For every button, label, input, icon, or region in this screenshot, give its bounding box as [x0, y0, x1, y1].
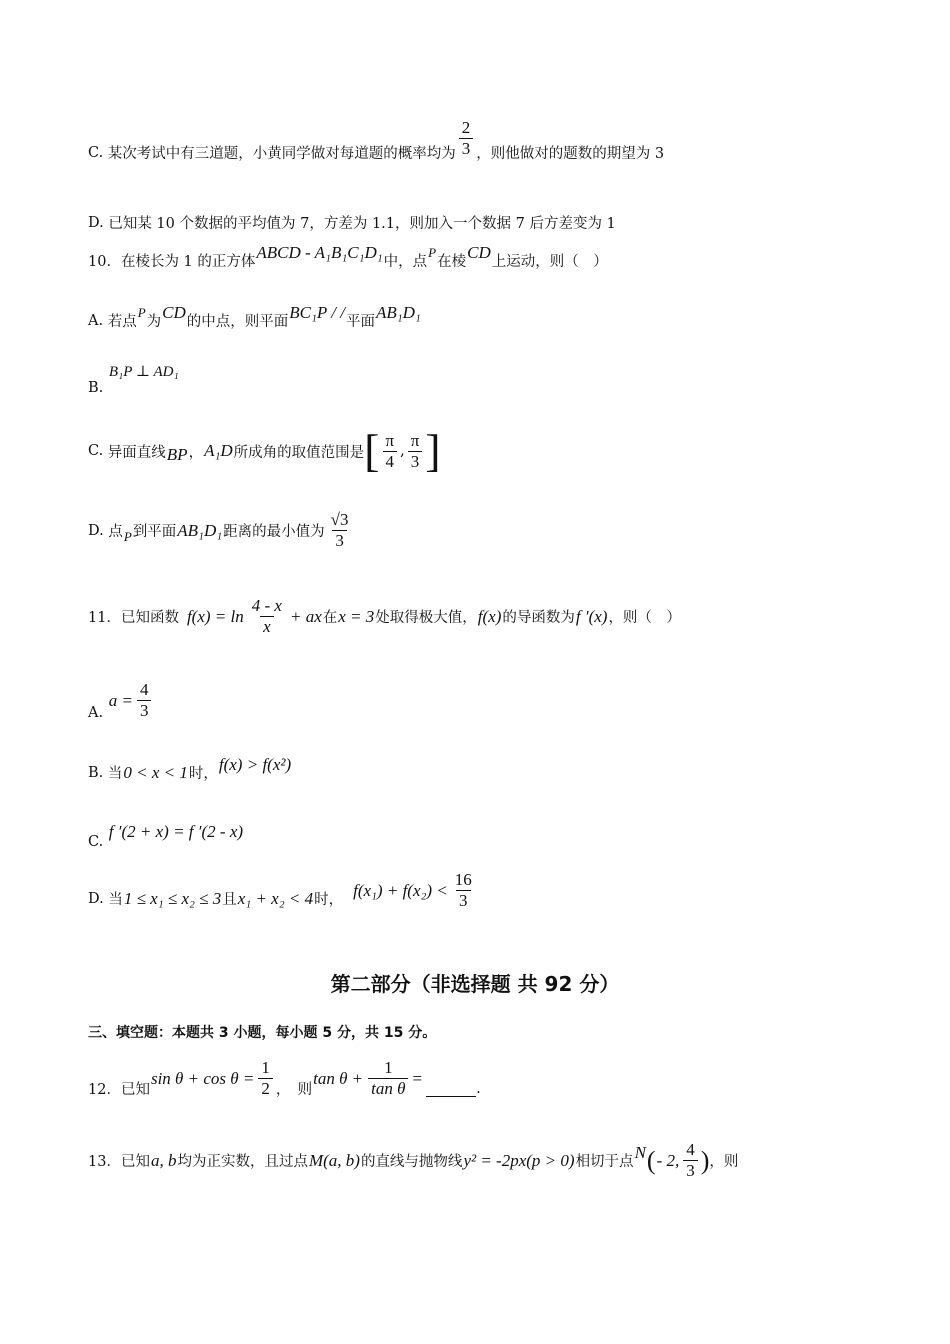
right-bracket: ] [425, 425, 441, 476]
condition-range: 1 ≤ x₁ ≤ x₂ ≤ 3 [123, 888, 222, 908]
option-text: 若点 [107, 314, 137, 330]
option-d-variance [88, 212, 616, 233]
condition-x-eq-3: x = 3 [338, 606, 375, 626]
left-paren: ( [646, 1145, 656, 1175]
edge-cd: CD [162, 302, 186, 322]
perpendicular-expression: B₁P ⊥ AD₁ [108, 364, 179, 380]
q11-option-b [88, 754, 292, 783]
option-text: 异面直线 [107, 444, 166, 461]
question-text: 均为正实数，且过点 [177, 1154, 308, 1170]
option-label: D. [88, 890, 104, 907]
question-text: 相切于点 [575, 1154, 634, 1170]
option-label: B. [88, 379, 104, 396]
question-text: 在 [322, 610, 338, 626]
answer-blank[interactable] [426, 1080, 476, 1097]
fraction-4-minus-x-over-x: $\frac{4 - x}{x}$ [251, 596, 282, 636]
question-text: 已知函数 [120, 610, 179, 626]
question-text: 中，点 [383, 254, 428, 270]
option-text: 的中点，则平面 [186, 314, 289, 330]
fraction-one-half: $\frac{1}{2}$ [258, 1058, 273, 1099]
option-text: 当 [108, 892, 123, 908]
option-c-expectation [88, 118, 665, 173]
q10-option-c: C. 异面直线 BP ， A₁D 所成角的取值范围是 [ $\frac{\pi}{4}$ , $\frac{\pi}{3}$ ] [88, 425, 441, 476]
point-n-x: - 2, [656, 1150, 680, 1170]
plane-bc1p: BC₁P / / [289, 302, 345, 322]
q10-option-a [88, 302, 422, 331]
question-text: 在棱长为 1 的正方体 [120, 254, 256, 270]
question-text: 的直线与抛物线 [360, 1154, 463, 1170]
function-tail: + ax [289, 606, 322, 626]
variable-a: a = [108, 690, 133, 710]
q10-option-b [88, 364, 180, 396]
line-bp: BP [166, 445, 188, 464]
question-text: 已知 [120, 1082, 150, 1098]
point-p: P [137, 304, 146, 320]
option-label: C. [88, 834, 104, 850]
option-label: B. [88, 764, 104, 781]
section-three-heading: 三、填空题：本题共 3 小题，每小题 5 分，共 15 分。 [88, 1025, 437, 1041]
option-label: A. [88, 704, 104, 721]
option-text: 时， [188, 766, 218, 782]
question-text: 上运动，则（ ） [491, 254, 608, 270]
option-text: 时， [314, 892, 344, 908]
tan-expression: tan θ + [313, 1068, 364, 1088]
question-number: 10． [88, 254, 121, 270]
option-label: D. [88, 522, 104, 539]
option-text: ， [188, 444, 204, 461]
point-m: M(a, b) [308, 1150, 360, 1170]
question-10 [88, 242, 608, 271]
fraction-pi-over-3: $\frac{\pi}{3}$ [408, 431, 423, 472]
question-text: 处取得极大值， [375, 610, 477, 626]
option-text: 当 [107, 766, 123, 782]
line-a1d: A₁D [204, 441, 233, 460]
option-text: 所成角的取值范围是 [233, 444, 365, 461]
right-paren: ) [700, 1145, 710, 1175]
option-text: 到平面 [132, 524, 177, 540]
sum-expression: f(x₁) + f(x₂) < [353, 880, 448, 900]
plane-ab1d1: AB₁D₁ [177, 520, 223, 540]
fraction-4-over-3: $\frac{4}{3}$ [683, 1140, 698, 1181]
fraction-one-over-tan: $\frac{1}{\text{tan θ}}$ [367, 1058, 409, 1099]
option-text: 点 [108, 524, 123, 540]
question-text: 的导函数为 [502, 610, 575, 626]
question-number: 11． [88, 610, 121, 626]
q11-option-c [88, 822, 244, 850]
derivative-fpx: f ′(x) [575, 606, 608, 626]
option-text: 平面 [345, 314, 375, 330]
question-12 [88, 1058, 481, 1099]
point-n: N [634, 1142, 646, 1162]
function-definition: f(x) = ln [186, 606, 244, 626]
function-fx: f(x) [477, 606, 502, 626]
question-text: 在棱 [437, 254, 467, 270]
question-text: ，则（ ） [608, 610, 681, 626]
fraction-pi-over-4: $\frac{\pi}{4}$ [382, 431, 397, 472]
question-number: 12． [88, 1082, 121, 1098]
plane-ab1d1: AB₁D₁ [375, 302, 421, 322]
option-text-tail: ，则他做对的题数的期望为 3 [476, 146, 665, 162]
question-11 [88, 596, 681, 637]
cube-name: ABCD - A₁B₁C₁D₁ [256, 242, 383, 262]
condition-sum: x₁ + x₂ < 4 [237, 888, 314, 908]
parabola-equation: y² = -2px(p > 0) [463, 1150, 575, 1170]
question-text: 已知 [120, 1154, 150, 1170]
option-label: D. [88, 214, 104, 231]
option-label: C. [88, 144, 104, 161]
fraction-16-over-3: $\frac{16}{3}$ [454, 870, 472, 910]
fraction-two-thirds: $\frac{2}{3}$ [459, 118, 474, 159]
fraction-4-over-3: $\frac{4}{3}$ [137, 680, 152, 721]
option-text: 为 [146, 314, 162, 330]
question-13 [88, 1140, 738, 1181]
point-p: P [428, 244, 437, 260]
inequality-expression: f(x) > f(x²) [218, 754, 292, 774]
option-text: 某次考试中有三道题，小黄同学做对每道题的概率均为 [107, 146, 456, 162]
option-text: 已知某 10 个数据的平均值为 7，方差为 1.1，则加入一个数据 7 后方差变为 1 [108, 216, 616, 232]
q11-option-d [88, 870, 478, 919]
question-text: ， 则 [275, 1082, 313, 1098]
edge-cd: CD [467, 242, 491, 262]
condition-interval: 0 < x < 1 [123, 762, 188, 782]
trig-sum-expression: sin θ + cos θ = [150, 1068, 255, 1088]
period: . [476, 1080, 481, 1097]
option-text: 且 [222, 892, 237, 908]
option-label: A. [88, 312, 104, 329]
question-number: 13． [88, 1154, 121, 1170]
q10-option-d [88, 510, 355, 551]
derivative-symmetry-expression: f ′(2 + x) = f ′(2 - x) [108, 822, 244, 841]
variables-a-b: a, b [150, 1150, 177, 1170]
option-label: C. [88, 443, 104, 459]
option-text: 距离的最小值为 [223, 524, 325, 540]
point-p: P [123, 528, 132, 544]
question-text: ，则 [709, 1154, 739, 1170]
q11-option-a [88, 680, 154, 721]
equals-sign: = [412, 1068, 423, 1088]
part-two-title: 第二部分（非选择题 共 92 分） [330, 972, 620, 996]
left-bracket: [ [364, 425, 380, 476]
fraction-sqrt3-over-3: $\frac{√3}{3}$ [330, 510, 349, 550]
